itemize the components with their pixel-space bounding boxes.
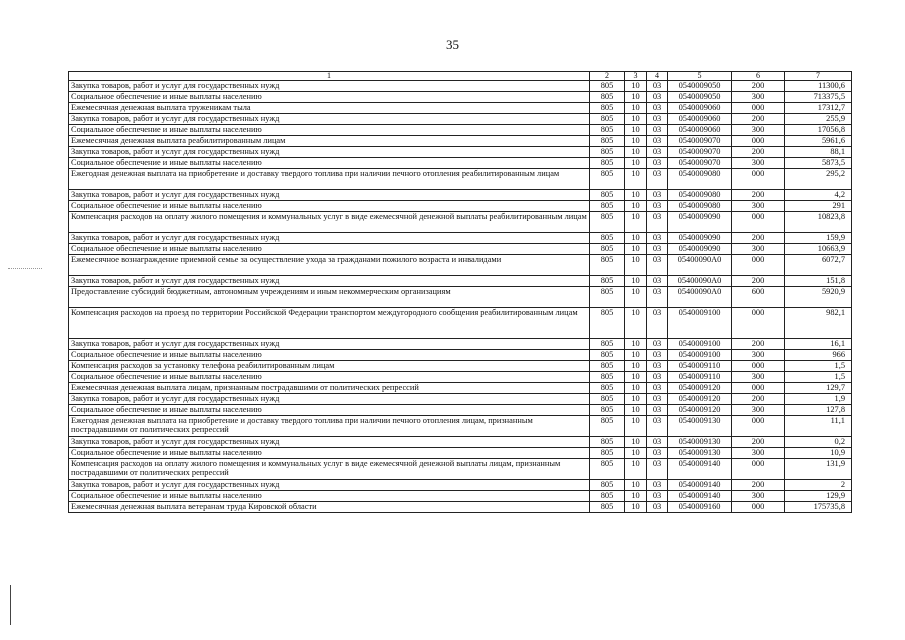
row-name: Социальное обеспечение и иные выплаты населению xyxy=(69,491,590,502)
row-section-code: 10 xyxy=(625,361,647,372)
row-expense-type: 000 xyxy=(732,169,785,190)
row-grbs-code: 805 xyxy=(590,339,625,350)
row-name: Ежемесячная денежная выплата реабилитированным лицам xyxy=(69,136,590,147)
row-expense-type: 000 xyxy=(732,212,785,233)
row-target-article: 0540009100 xyxy=(668,350,732,361)
row-grbs-code: 805 xyxy=(590,405,625,416)
row-target-article: 0540009060 xyxy=(668,125,732,136)
row-name: Закупка товаров, работ и услуг для государственных нужд xyxy=(69,114,590,125)
row-subsection-code: 03 xyxy=(647,169,668,190)
row-subsection-code: 03 xyxy=(647,339,668,350)
row-amount: 5961,6 xyxy=(785,136,852,147)
row-name: Закупка товаров, работ и услуг для государственных нужд xyxy=(69,339,590,350)
row-name: Ежегодная денежная выплата на приобретение и доставку твердого топлива при наличии печного отопления реабилитированным лицам xyxy=(69,169,590,190)
table-row xyxy=(69,480,852,491)
row-subsection-code: 03 xyxy=(647,350,668,361)
row-target-article: 05400090А0 xyxy=(668,287,732,308)
row-amount: 175735,8 xyxy=(785,502,852,513)
row-subsection-code: 03 xyxy=(647,81,668,92)
row-expense-type: 300 xyxy=(732,405,785,416)
row-expense-type: 000 xyxy=(732,502,785,513)
row-section-code: 10 xyxy=(625,212,647,233)
row-grbs-code: 805 xyxy=(590,255,625,276)
row-target-article: 0540009090 xyxy=(668,212,732,233)
row-amount: 1,9 xyxy=(785,394,852,405)
row-target-article: 0540009080 xyxy=(668,169,732,190)
row-subsection-code: 03 xyxy=(647,158,668,169)
row-name: Закупка товаров, работ и услуг для государственных нужд xyxy=(69,276,590,287)
row-subsection-code: 03 xyxy=(647,383,668,394)
row-target-article: 0540009080 xyxy=(668,201,732,212)
row-section-code: 10 xyxy=(625,491,647,502)
row-grbs-code: 805 xyxy=(590,276,625,287)
table-row xyxy=(69,394,852,405)
row-target-article: 0540009070 xyxy=(668,136,732,147)
table-row xyxy=(69,405,852,416)
table-row xyxy=(69,502,852,513)
budget-table xyxy=(68,71,852,513)
row-expense-type: 000 xyxy=(732,383,785,394)
table-row xyxy=(69,233,852,244)
row-subsection-code: 03 xyxy=(647,491,668,502)
row-grbs-code: 805 xyxy=(590,233,625,244)
row-target-article: 0540009130 xyxy=(668,448,732,459)
row-section-code: 10 xyxy=(625,233,647,244)
row-target-article: 0540009100 xyxy=(668,308,732,339)
row-amount: 17312,7 xyxy=(785,103,852,114)
row-target-article: 0540009050 xyxy=(668,81,732,92)
column-header: 6 xyxy=(732,72,785,81)
row-grbs-code: 805 xyxy=(590,480,625,491)
row-expense-type: 200 xyxy=(732,276,785,287)
table-row xyxy=(69,339,852,350)
row-subsection-code: 03 xyxy=(647,502,668,513)
row-expense-type: 300 xyxy=(732,158,785,169)
row-expense-type: 200 xyxy=(732,190,785,201)
row-amount: 10,9 xyxy=(785,448,852,459)
row-grbs-code: 805 xyxy=(590,287,625,308)
table-row xyxy=(69,81,852,92)
row-grbs-code: 805 xyxy=(590,350,625,361)
row-amount: 129,7 xyxy=(785,383,852,394)
row-amount: 291 xyxy=(785,201,852,212)
row-target-article: 0540009130 xyxy=(668,416,732,437)
row-section-code: 10 xyxy=(625,244,647,255)
row-grbs-code: 805 xyxy=(590,136,625,147)
row-grbs-code: 805 xyxy=(590,147,625,158)
row-section-code: 10 xyxy=(625,339,647,350)
row-name: Ежегодная денежная выплата на приобретение и доставку твердого топлива при наличии печного отопления лицам, признанным пострадавшими от политических репрессий xyxy=(69,416,590,437)
row-section-code: 10 xyxy=(625,147,647,158)
row-subsection-code: 03 xyxy=(647,212,668,233)
row-grbs-code: 805 xyxy=(590,459,625,480)
row-expense-type: 000 xyxy=(732,416,785,437)
row-expense-type: 300 xyxy=(732,372,785,383)
row-target-article: 0540009100 xyxy=(668,339,732,350)
table-row xyxy=(69,383,852,394)
row-subsection-code: 03 xyxy=(647,201,668,212)
row-amount: 10823,8 xyxy=(785,212,852,233)
row-grbs-code: 805 xyxy=(590,125,625,136)
row-amount: 129,9 xyxy=(785,491,852,502)
row-target-article: 0540009060 xyxy=(668,103,732,114)
row-target-article: 0540009160 xyxy=(668,502,732,513)
row-name: Социальное обеспечение и иные выплаты населению xyxy=(69,201,590,212)
row-name: Закупка товаров, работ и услуг для государственных нужд xyxy=(69,81,590,92)
table-row xyxy=(69,169,852,190)
row-expense-type: 300 xyxy=(732,448,785,459)
row-subsection-code: 03 xyxy=(647,233,668,244)
row-subsection-code: 03 xyxy=(647,287,668,308)
row-expense-type: 300 xyxy=(732,125,785,136)
row-section-code: 10 xyxy=(625,394,647,405)
row-amount: 2 xyxy=(785,480,852,491)
row-name: Компенсация расходов за установку телефона реабилитированным лицам xyxy=(69,361,590,372)
row-expense-type: 000 xyxy=(732,308,785,339)
table-row xyxy=(69,158,852,169)
column-header: 3 xyxy=(625,72,647,81)
row-subsection-code: 03 xyxy=(647,125,668,136)
row-section-code: 10 xyxy=(625,372,647,383)
row-section-code: 10 xyxy=(625,125,647,136)
row-subsection-code: 03 xyxy=(647,448,668,459)
row-grbs-code: 805 xyxy=(590,416,625,437)
row-expense-type: 000 xyxy=(732,103,785,114)
row-expense-type: 000 xyxy=(732,255,785,276)
table-row xyxy=(69,136,852,147)
row-section-code: 10 xyxy=(625,92,647,103)
row-expense-type: 300 xyxy=(732,491,785,502)
row-section-code: 10 xyxy=(625,169,647,190)
row-grbs-code: 805 xyxy=(590,361,625,372)
table-header-row xyxy=(69,72,852,81)
row-expense-type: 600 xyxy=(732,287,785,308)
row-grbs-code: 805 xyxy=(590,169,625,190)
table-row xyxy=(69,448,852,459)
row-amount: 131,9 xyxy=(785,459,852,480)
table-row xyxy=(69,147,852,158)
row-name: Закупка товаров, работ и услуг для государственных нужд xyxy=(69,190,590,201)
row-grbs-code: 805 xyxy=(590,448,625,459)
row-name: Закупка товаров, работ и услуг для государственных нужд xyxy=(69,233,590,244)
row-amount: 982,1 xyxy=(785,308,852,339)
row-subsection-code: 03 xyxy=(647,308,668,339)
row-grbs-code: 805 xyxy=(590,502,625,513)
row-target-article: 0540009070 xyxy=(668,147,732,158)
row-target-article: 0540009060 xyxy=(668,114,732,125)
row-grbs-code: 805 xyxy=(590,437,625,448)
row-amount: 1,5 xyxy=(785,372,852,383)
row-subsection-code: 03 xyxy=(647,394,668,405)
row-subsection-code: 03 xyxy=(647,459,668,480)
row-name: Компенсация расходов на оплату жилого помещения и коммунальных услуг в виде ежемесячной денежной выплаты реабилитированным лицам xyxy=(69,212,590,233)
table-row xyxy=(69,201,852,212)
row-amount: 16,1 xyxy=(785,339,852,350)
row-target-article: 0540009110 xyxy=(668,372,732,383)
row-target-article: 0540009080 xyxy=(668,190,732,201)
row-amount: 5873,5 xyxy=(785,158,852,169)
row-target-article: 0540009120 xyxy=(668,394,732,405)
row-section-code: 10 xyxy=(625,201,647,212)
row-subsection-code: 03 xyxy=(647,244,668,255)
row-section-code: 10 xyxy=(625,287,647,308)
row-section-code: 10 xyxy=(625,190,647,201)
column-header: 5 xyxy=(668,72,732,81)
row-subsection-code: 03 xyxy=(647,405,668,416)
row-name: Ежемесячная денежная выплата ветеранам труда Кировской области xyxy=(69,502,590,513)
table-row xyxy=(69,114,852,125)
row-target-article: 0540009090 xyxy=(668,244,732,255)
row-subsection-code: 03 xyxy=(647,480,668,491)
row-amount: 5920,9 xyxy=(785,287,852,308)
row-grbs-code: 805 xyxy=(590,92,625,103)
table-row xyxy=(69,350,852,361)
row-subsection-code: 03 xyxy=(647,255,668,276)
row-expense-type: 200 xyxy=(732,437,785,448)
row-section-code: 10 xyxy=(625,308,647,339)
row-expense-type: 300 xyxy=(732,92,785,103)
row-target-article: 0540009050 xyxy=(668,92,732,103)
scan-edge-mark xyxy=(10,585,11,625)
row-target-article: 0540009070 xyxy=(668,158,732,169)
row-section-code: 10 xyxy=(625,437,647,448)
row-amount: 10663,9 xyxy=(785,244,852,255)
table-row xyxy=(69,103,852,114)
row-name: Ежемесячное вознаграждение приемной семье за осуществление ухода за гражданами пожилого возраста и инвалидами xyxy=(69,255,590,276)
row-expense-type: 200 xyxy=(732,394,785,405)
row-section-code: 10 xyxy=(625,448,647,459)
table-row xyxy=(69,125,852,136)
row-expense-type: 200 xyxy=(732,339,785,350)
row-subsection-code: 03 xyxy=(647,190,668,201)
table-row xyxy=(69,255,852,276)
row-target-article: 0540009130 xyxy=(668,437,732,448)
row-target-article: 0540009140 xyxy=(668,480,732,491)
row-expense-type: 200 xyxy=(732,114,785,125)
row-expense-type: 000 xyxy=(732,136,785,147)
row-name: Социальное обеспечение и иные выплаты населению xyxy=(69,405,590,416)
row-section-code: 10 xyxy=(625,114,647,125)
row-section-code: 10 xyxy=(625,405,647,416)
column-header: 4 xyxy=(647,72,668,81)
row-grbs-code: 805 xyxy=(590,308,625,339)
row-subsection-code: 03 xyxy=(647,437,668,448)
row-section-code: 10 xyxy=(625,502,647,513)
row-amount: 151,8 xyxy=(785,276,852,287)
row-name: Социальное обеспечение и иные выплаты населению xyxy=(69,158,590,169)
row-grbs-code: 805 xyxy=(590,103,625,114)
row-expense-type: 300 xyxy=(732,350,785,361)
row-subsection-code: 03 xyxy=(647,114,668,125)
row-expense-type: 200 xyxy=(732,81,785,92)
row-amount: 159,9 xyxy=(785,233,852,244)
row-name: Закупка товаров, работ и услуг для государственных нужд xyxy=(69,147,590,158)
row-name: Закупка товаров, работ и услуг для государственных нужд xyxy=(69,480,590,491)
table-row xyxy=(69,190,852,201)
row-name: Ежемесячная денежная выплата лицам, признанным пострадавшими от политических репрессий xyxy=(69,383,590,394)
table-body xyxy=(69,81,852,513)
row-grbs-code: 805 xyxy=(590,190,625,201)
row-target-article: 05400090А0 xyxy=(668,276,732,287)
row-name: Социальное обеспечение и иные выплаты населению xyxy=(69,244,590,255)
table-row xyxy=(69,92,852,103)
row-subsection-code: 03 xyxy=(647,372,668,383)
row-amount: 713375,5 xyxy=(785,92,852,103)
row-name: Социальное обеспечение и иные выплаты населению xyxy=(69,92,590,103)
row-grbs-code: 805 xyxy=(590,491,625,502)
row-section-code: 10 xyxy=(625,480,647,491)
table-row xyxy=(69,276,852,287)
row-target-article: 05400090А0 xyxy=(668,255,732,276)
table-row xyxy=(69,308,852,339)
column-header: 1 xyxy=(69,72,590,81)
row-name: Предоставление субсидий бюджетным, автономным учреждениям и иным некоммерческим организациям xyxy=(69,287,590,308)
row-grbs-code: 805 xyxy=(590,158,625,169)
row-grbs-code: 805 xyxy=(590,201,625,212)
row-expense-type: 000 xyxy=(732,459,785,480)
row-name: Социальное обеспечение и иные выплаты населению xyxy=(69,448,590,459)
row-grbs-code: 805 xyxy=(590,114,625,125)
row-expense-type: 200 xyxy=(732,480,785,491)
row-target-article: 0540009090 xyxy=(668,233,732,244)
column-header: 7 xyxy=(785,72,852,81)
row-name: Социальное обеспечение и иные выплаты населению xyxy=(69,350,590,361)
row-amount: 295,2 xyxy=(785,169,852,190)
row-amount: 6072,7 xyxy=(785,255,852,276)
row-subsection-code: 03 xyxy=(647,361,668,372)
row-amount: 0,2 xyxy=(785,437,852,448)
row-target-article: 0540009140 xyxy=(668,459,732,480)
table-row xyxy=(69,491,852,502)
column-header: 2 xyxy=(590,72,625,81)
table-row xyxy=(69,416,852,437)
row-section-code: 10 xyxy=(625,255,647,276)
row-amount: 255,9 xyxy=(785,114,852,125)
row-name: Закупка товаров, работ и услуг для государственных нужд xyxy=(69,394,590,405)
row-target-article: 0540009140 xyxy=(668,491,732,502)
row-expense-type: 300 xyxy=(732,244,785,255)
row-name: Социальное обеспечение и иные выплаты населению xyxy=(69,372,590,383)
row-amount: 88,1 xyxy=(785,147,852,158)
row-expense-type: 000 xyxy=(732,361,785,372)
row-expense-type: 200 xyxy=(732,233,785,244)
row-name: Компенсация расходов на проезд по территории Российской Федерации транспортом междугородного сообщения реабилитированным лицам xyxy=(69,308,590,339)
row-subsection-code: 03 xyxy=(647,103,668,114)
row-grbs-code: 805 xyxy=(590,81,625,92)
row-name: Закупка товаров, работ и услуг для государственных нужд xyxy=(69,437,590,448)
row-subsection-code: 03 xyxy=(647,276,668,287)
row-amount: 4,2 xyxy=(785,190,852,201)
row-name: Ежемесячная денежная выплата труженикам тыла xyxy=(69,103,590,114)
table-row xyxy=(69,437,852,448)
row-subsection-code: 03 xyxy=(647,416,668,437)
row-section-code: 10 xyxy=(625,136,647,147)
row-grbs-code: 805 xyxy=(590,212,625,233)
row-grbs-code: 805 xyxy=(590,372,625,383)
row-subsection-code: 03 xyxy=(647,147,668,158)
row-amount: 1,5 xyxy=(785,361,852,372)
row-name: Компенсация расходов на оплату жилого помещения и коммунальных услуг в виде ежемесячной денежной выплаты лицам, признанным пострадавшими от политических репрессий xyxy=(69,459,590,480)
row-amount: 11,1 xyxy=(785,416,852,437)
row-grbs-code: 805 xyxy=(590,383,625,394)
row-section-code: 10 xyxy=(625,276,647,287)
row-amount: 966 xyxy=(785,350,852,361)
table-row xyxy=(69,459,852,480)
row-section-code: 10 xyxy=(625,383,647,394)
row-subsection-code: 03 xyxy=(647,136,668,147)
table-row xyxy=(69,244,852,255)
row-section-code: 10 xyxy=(625,459,647,480)
row-section-code: 10 xyxy=(625,158,647,169)
row-grbs-code: 805 xyxy=(590,394,625,405)
row-grbs-code: 805 xyxy=(590,244,625,255)
table-row xyxy=(69,212,852,233)
row-subsection-code: 03 xyxy=(647,92,668,103)
row-target-article: 0540009110 xyxy=(668,361,732,372)
table-row xyxy=(69,361,852,372)
row-name: Социальное обеспечение и иные выплаты населению xyxy=(69,125,590,136)
row-expense-type: 300 xyxy=(732,201,785,212)
row-section-code: 10 xyxy=(625,103,647,114)
row-expense-type: 200 xyxy=(732,147,785,158)
row-amount: 17056,8 xyxy=(785,125,852,136)
row-section-code: 10 xyxy=(625,81,647,92)
table-row xyxy=(69,287,852,308)
row-section-code: 10 xyxy=(625,416,647,437)
row-target-article: 0540009120 xyxy=(668,405,732,416)
scan-mark xyxy=(8,268,42,269)
page-number: 35 xyxy=(446,37,459,52)
row-target-article: 0540009120 xyxy=(668,383,732,394)
row-section-code: 10 xyxy=(625,350,647,361)
table-row xyxy=(69,372,852,383)
row-amount: 127,8 xyxy=(785,405,852,416)
row-amount: 11300,6 xyxy=(785,81,852,92)
